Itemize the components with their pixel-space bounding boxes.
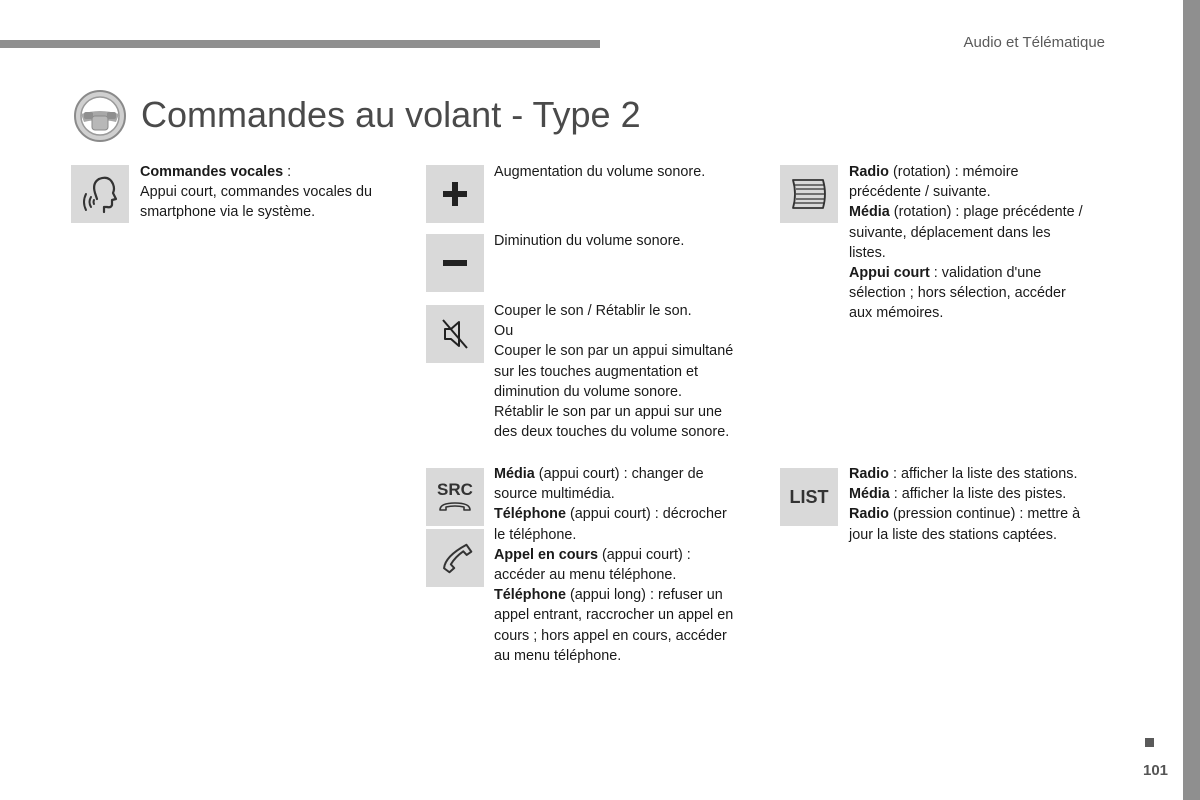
mute-icon bbox=[435, 314, 475, 354]
thumbwheel-button bbox=[780, 165, 838, 223]
thumbwheel-text: Radio (rotation) : mémoire précédente / suivante. Média (rotation) : plage précédente / suivante, déplacement dans les listes. Appui court : validation d'une sélection ; hors sélection, accéder aux mémoires. bbox=[849, 164, 1083, 322]
voice-command-icon bbox=[75, 169, 125, 219]
list-button bbox=[780, 468, 838, 526]
thumbwheel-icon bbox=[787, 174, 831, 214]
volume-up-text: Augmentation du volume sonore. bbox=[494, 164, 706, 180]
volume-down-button bbox=[426, 234, 484, 292]
end-marker bbox=[1145, 738, 1154, 747]
plus-icon bbox=[440, 179, 470, 209]
minus-icon bbox=[440, 248, 470, 278]
list-text: Radio : afficher la liste des stations. Média : afficher la liste des pistes. Radio (pression continue) : mettre à jour la liste des stations captées. bbox=[849, 466, 1081, 543]
hang-up-phone-icon bbox=[437, 500, 473, 514]
volume-up-button bbox=[426, 165, 484, 223]
src-label: SRC bbox=[437, 480, 473, 499]
section-title: Audio et Télématique bbox=[963, 34, 1105, 51]
header-bar bbox=[0, 40, 600, 48]
page-title: Commandes au volant - Type 2 bbox=[141, 94, 641, 135]
voice-command-button bbox=[71, 165, 129, 223]
mute-button bbox=[426, 305, 484, 363]
phone-button bbox=[426, 529, 484, 587]
side-bar bbox=[1183, 0, 1200, 800]
src-button bbox=[426, 468, 484, 526]
voice-command-text: Commandes vocales : Appui court, commandes vocales du smartphone via le système. bbox=[140, 164, 372, 221]
page-number: 101 bbox=[1143, 762, 1169, 779]
mute-text: Couper le son / Rétablir le son. Ou Couper le son par un appui simultané sur les touches augmentation et diminution du volume sonore. Rétablir le son par un appui sur une des deux touches du volume sonore. bbox=[494, 303, 734, 441]
src-phone-text: Média (appui court) : changer de source multimédia. Téléphone (appui court) : décrocher le téléphone. Appel en cours (appui court) : accéder au menu téléphone. Téléphone (appui long) : refuser un appel entrant, raccrocher un appel en cours ; hors appel en cours, accéder au menu téléphone. bbox=[494, 466, 734, 664]
volume-down-text: Diminution du volume sonore. bbox=[494, 233, 685, 249]
phone-icon bbox=[435, 538, 475, 578]
list-icon: LIST bbox=[789, 486, 829, 507]
steering-wheel-icon bbox=[72, 88, 128, 144]
voice-command-label: Commandes vocales bbox=[140, 164, 284, 180]
